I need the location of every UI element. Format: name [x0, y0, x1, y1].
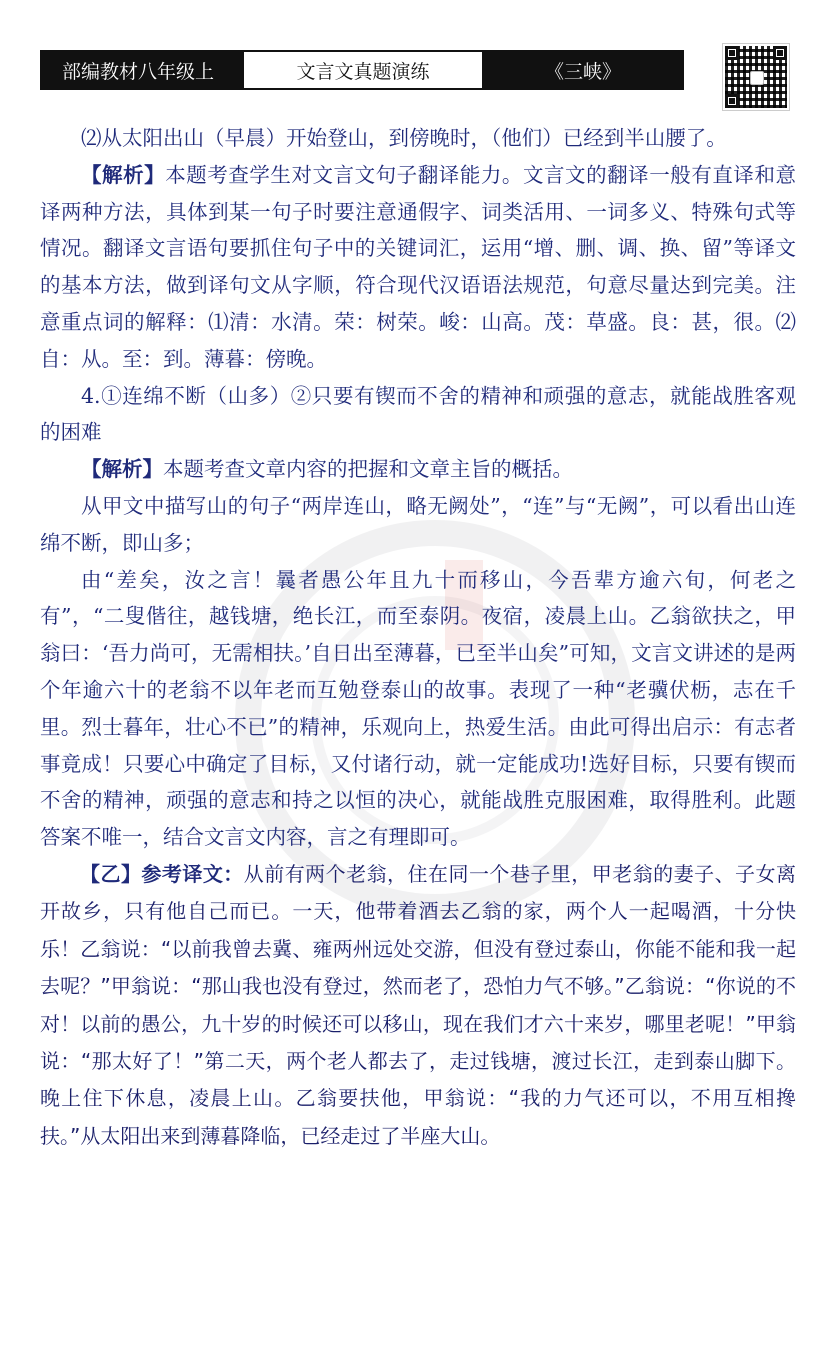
paragraph: ⑵从太阳出山（早晨）开始登山，到傍晚时，（他们）已经到半山腰了。	[81, 126, 727, 150]
header-title: 《三峡》	[484, 52, 682, 88]
header-grade: 部编教材八年级上	[42, 52, 242, 88]
paragraph: 从甲文中描写山的句子“两岸连山，略无阙处”，“连”与“无阙”，可以看出山连绵不断，即山多；	[40, 493, 796, 555]
analysis-tag: 【解析】	[81, 162, 166, 187]
header-bar	[40, 50, 684, 90]
header-section: 文言文真题演练	[242, 52, 484, 88]
qr-finder	[725, 46, 739, 60]
qr-code[interactable]	[723, 44, 789, 110]
translation-tag: 【乙】参考译文：	[80, 861, 244, 886]
paragraph: 【解析】本题考查学生对文言文句子翻译能力。文言文的翻译一般有直译和意译两种方法，具体到某一句子时要注意通假字、词类活用、一词多义、特殊句式等情况。翻译文言语句要抓住句子中的关键词汇，运用“增、删、调、换、留”等译文的基本方法，做到译句文从字顺，符合现代汉语语法规范，句意尽量达到完美。注意重点词的解释：⑴清：水清。荣：树荣。峻：山高。茂：草盛。良：甚，很。⑵自：从。至：到。薄暮：傍晚。	[40, 162, 797, 371]
document-body	[40, 120, 796, 1155]
translation-paragraph: 【乙】参考译文：从前有两个老翁，住在同一个巷子里，甲老翁的妻子、子女离开故乡，只有他自己而已。一天，他带着酒去乙翁的家，两个人一起喝酒，十分快乐！乙翁说：“以前我曾去冀、雍两州远处交游，但没有登过泰山，你能不能和我一起去呢？”甲翁说：“那山我也没有登过，然而老了，恐怕力气不够。”乙翁说：“你说的不对！以前的愚公，九十岁的时候还可以移山，现在我们才六十来岁，哪里老呢！”甲翁说：“那太好了！”第二天，两个老人都去了，走过钱塘，渡过长江，走到泰山脚下。晚上住下休息，凌晨上山。乙翁要扶他，甲翁说：“我的力气还可以，不用互相搀扶。”从太阳出来到薄暮降临，已经走过了半座大山。	[40, 861, 797, 1148]
paragraph: 由“差矣，汝之言！曩者愚公年且九十而移山，今吾辈方逾六旬，何老之有”，“二叟偕往，越钱塘，绝长江，而至泰阴。夜宿，凌晨上山。乙翁欲扶之，甲翁曰：‘吾力尚可，无需相扶。’自日出至薄暮，已至半山矣”可知，文言文讲述的是两个年逾六十的老翁不以年老而互勉登泰山的故事。表现了一种“老骥伏枥，志在千里。烈士暮年，壮心不已”的精神，乐观向上，热爱生活。由此可得出启示：有志者事竟成！只要心中确定了目标，又付诸行动，就一定能成功!选好目标，只要有锲而不舍的精神，顽强的意志和持之以恒的决心，就能战胜克服困难，取得胜利。此题答案不唯一，结合文言文内容，言之有理即可。	[40, 567, 796, 850]
analysis-tag: 【解析】	[81, 457, 163, 482]
paragraph: 4.①连绵不断（山多）②只要有锲而不舍的精神和顽强的意志，就能战胜客观的困难	[40, 383, 796, 445]
paragraph: 【解析】本题考查文章内容的把握和文章主旨的概括。	[81, 457, 573, 482]
qr-logo	[750, 71, 764, 85]
qr-finder	[773, 46, 787, 60]
qr-finder	[725, 94, 739, 108]
